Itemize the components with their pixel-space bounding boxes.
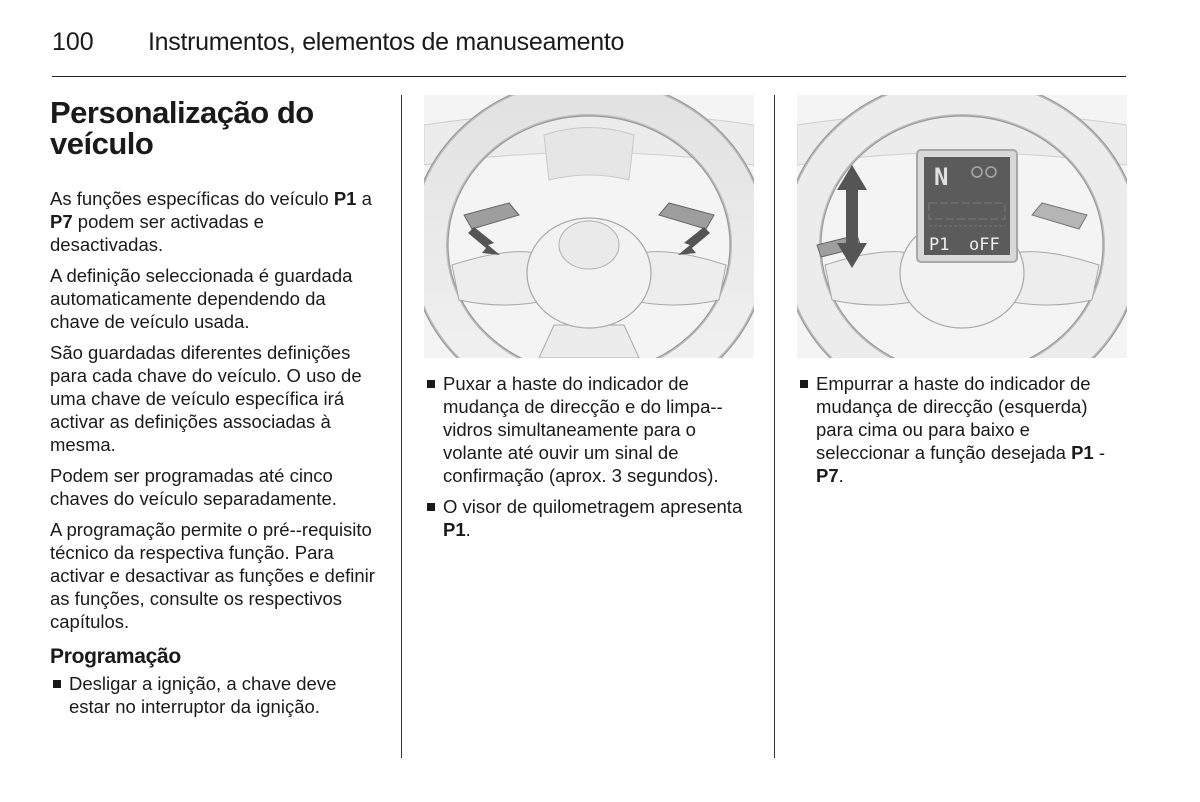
list-item: O visor de quilometragem apresenta P1. <box>424 495 754 541</box>
svg-text:P1: P1 <box>929 235 950 255</box>
page-number: 100 <box>52 28 94 56</box>
chapter-title: Instrumentos, elementos de manuseamento <box>148 28 625 56</box>
paragraph: A programação permite o pré--requisito técnico da respectiva função. Para activar e desactivar as funções e definir as funções, consulte os respectivos capítulos. <box>50 519 375 632</box>
bullet-square-icon <box>53 680 61 688</box>
bullet-square-icon <box>427 503 435 511</box>
page-header <box>52 22 1126 77</box>
steering-wheel-stalks-illustration <box>424 95 754 358</box>
paragraph: A definição seleccionada é guardada automaticamente dependendo da chave de veículo usada. <box>50 265 353 332</box>
bullet-square-icon <box>800 380 808 388</box>
bullet-square-icon <box>427 380 435 388</box>
paragraph: Podem ser programadas até cinco chaves do veículo separadamente. <box>50 465 337 509</box>
svg-text:N: N <box>934 163 949 191</box>
left-column <box>50 95 380 726</box>
subheading: Programação <box>50 645 181 668</box>
paragraph: São guardadas diferentes definições para cada chave do veículo. O uso de uma chave de veículo específica irá activar as definições associadas à mesma. <box>50 342 362 455</box>
svg-text:oFF: oFF <box>969 235 1000 255</box>
list-item: Empurrar a haste do indicador de mudança de direcção (esquerda) para cima ou para baixo e seleccionar a função desejada P1 - P7. <box>797 372 1127 487</box>
column-divider <box>774 95 775 758</box>
section-title: Personalização do veículo <box>50 95 314 161</box>
paragraph: As funções específicas do veículo P1 a P7 podem ser activadas e desactivadas. <box>50 188 372 255</box>
column-divider <box>401 95 402 758</box>
list-item: Puxar a haste do indicador de mudança de direcção e do limpa--vidros simultaneamente para o volante até ouvir um sinal de confirmação (aprox. 3 segundos). <box>424 372 754 487</box>
middle-column <box>424 95 754 549</box>
list-item: Desligar a ignição, a chave deve estar no interruptor da ignição. <box>50 672 380 718</box>
right-column <box>797 95 1127 495</box>
steering-wheel-display-illustration <box>797 95 1127 358</box>
